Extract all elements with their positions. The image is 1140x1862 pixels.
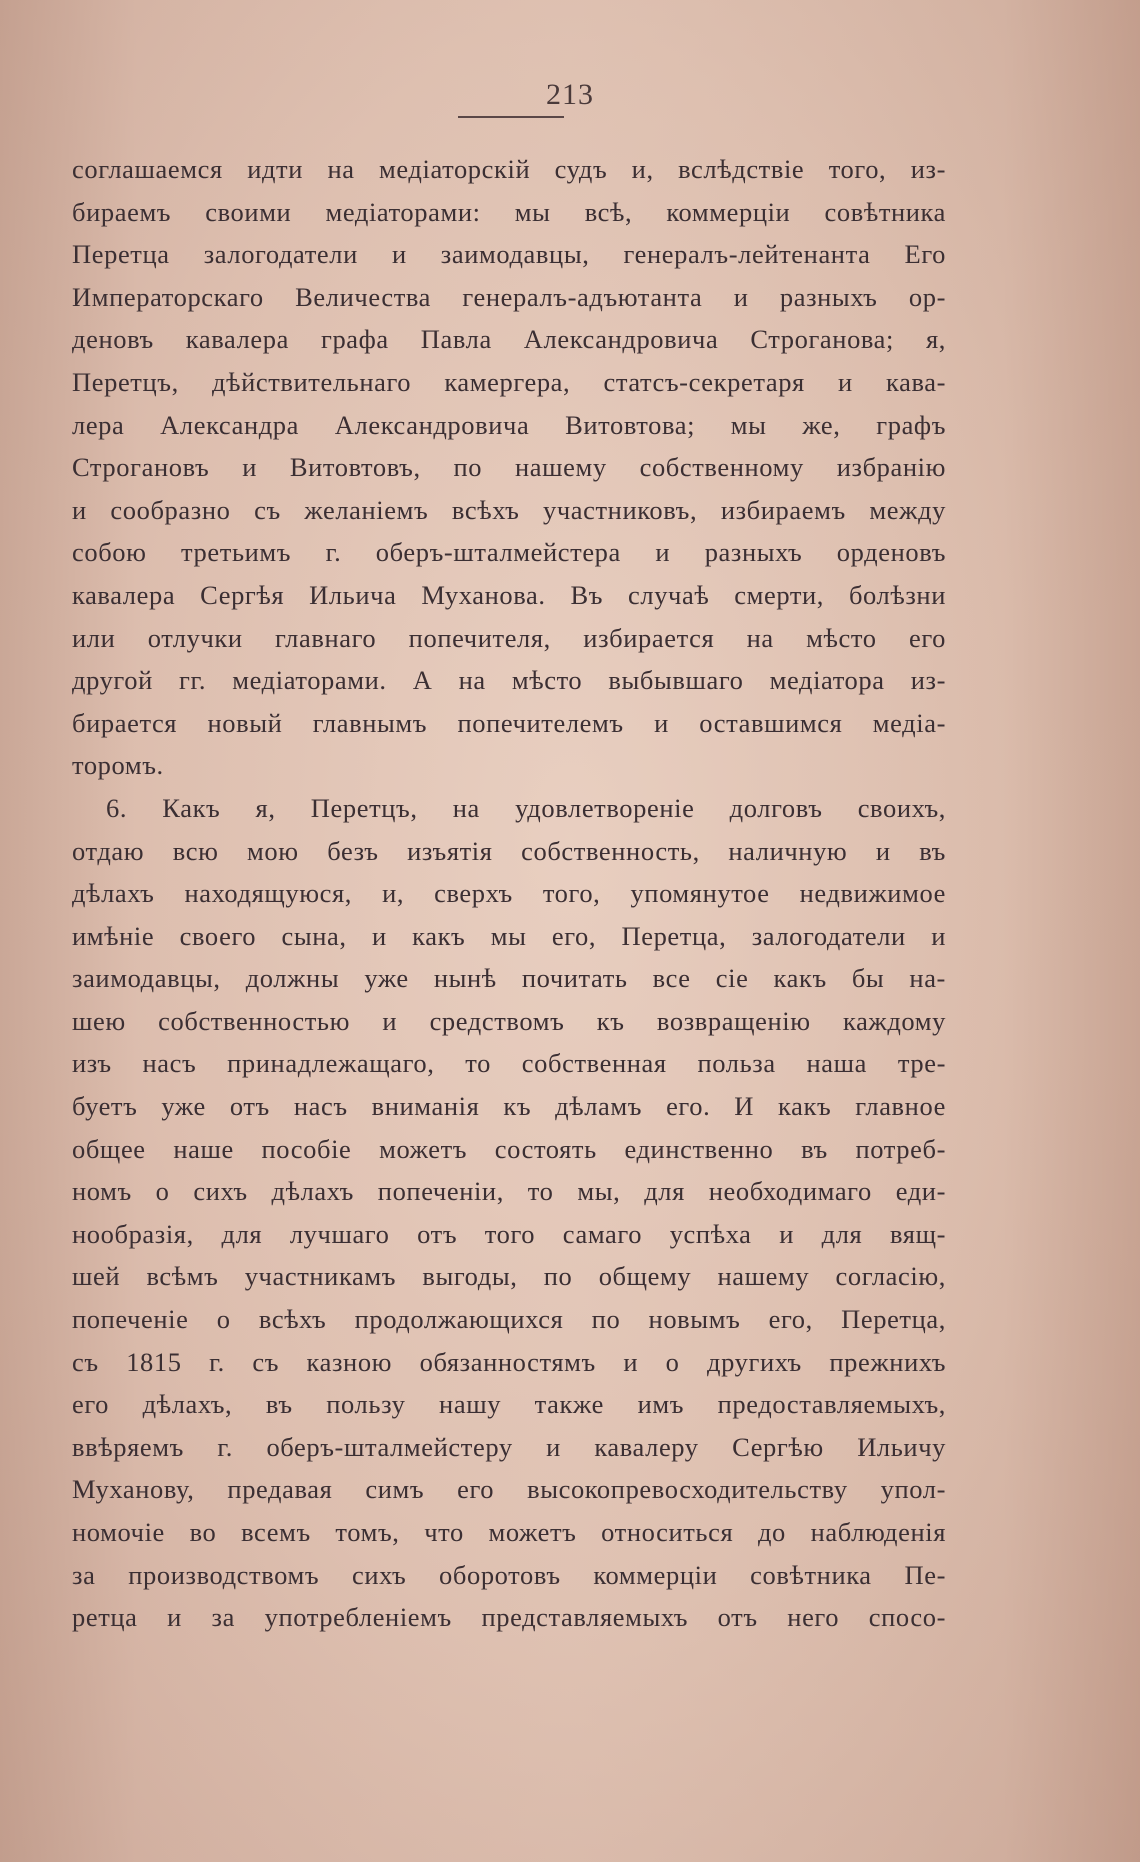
text-line: бирается новый главнымъ попечителемъ и оставшимся медіа- (72, 707, 946, 738)
text-line: кавалера Сергѣя Ильича Муханова. Въ случаѣ смерти, болѣзни (72, 579, 946, 610)
page-number: 213 (546, 78, 594, 111)
text-line: соглашаемся идти на медіаторскій судъ и, вслѣдствіе того, из- (72, 154, 946, 184)
text-line: или отлучки главнаго попечителя, избирается на мѣсто его (72, 622, 946, 653)
text-line: попеченіе о всѣхъ продолжающихся по новымъ его, Перетца, (72, 1304, 946, 1335)
text-line: собою третьимъ г. оберъ-шталмейстера и разныхъ орденовъ (72, 537, 946, 568)
text-line: бираемъ своими медіаторами: мы всѣ, коммерціи совѣтника (72, 196, 946, 227)
text-line: съ 1815 г. съ казною обязанностямъ и о другихъ прежнихъ (72, 1346, 946, 1377)
page-number-rule (458, 116, 564, 118)
text-line: дѣлахъ находящуюся, и, сверхъ того, упомянутое недвижимое (72, 878, 946, 909)
text-line: общее наше пособіе можетъ состоять единственно въ потреб- (72, 1133, 946, 1164)
text-line: изъ насъ принадлежащаго, то собственная польза наша тре- (72, 1048, 946, 1079)
text-line: Перетца залогодатели и заимодавцы, генералъ-лейтенанта Его (72, 239, 946, 270)
text-line: и сообразно съ желаніемъ всѣхъ участниковъ, избираемъ между (72, 494, 946, 525)
text-line: его дѣлахъ, въ пользу нашу также имъ предоставляемыхъ, (72, 1389, 946, 1420)
body-text (72, 148, 946, 1639)
text-line: торомъ. (72, 750, 164, 781)
text-line: другой гг. медіаторами. А на мѣсто выбывшаго медіатора из- (72, 665, 946, 696)
text-line: нообразія, для лучшаго отъ того самаго успѣха и для вящ- (72, 1218, 946, 1249)
text-line: шею собственностью и средствомъ къ возвращенію каждому (72, 1005, 946, 1036)
text-line: за производствомъ сихъ оборотовъ коммерціи совѣтника Пе- (72, 1559, 946, 1590)
text-line: отдаю всю мою безъ изъятія собственность, наличную и въ (72, 835, 946, 866)
text-line: лера Александра Александровича Витовтова; мы же, графъ (72, 409, 946, 440)
text-line: 6. Какъ я, Перетцъ, на удовлетвореніе долговъ своихъ, (106, 792, 946, 823)
text-line: ретца и за употребленіемъ представляемыхъ отъ него спосо- (72, 1602, 946, 1633)
text-line: заимодавцы, должны уже нынѣ почитать все сіе какъ бы на- (72, 963, 946, 994)
text-line: номочіе во всемъ томъ, что можетъ относиться до наблюденія (72, 1517, 946, 1547)
text-line: имѣніе своего сына, и какъ мы его, Перетца, залогодатели и (72, 920, 946, 951)
text-line: Перетцъ, дѣйствительнаго камергера, статсъ-секретаря и кава- (72, 366, 946, 397)
text-line: Строгановъ и Витовтовъ, по нашему собственному избранію (72, 452, 946, 483)
text-line: деновъ кавалера графа Павла Александровича Строганова; я, (72, 324, 946, 355)
text-line: номъ о сихъ дѣлахъ попеченіи, то мы, для необходимаго еди- (72, 1176, 946, 1207)
text-line: ввѣряемъ г. оберъ-шталмейстеру и кавалеру Сергѣю Ильичу (72, 1431, 946, 1462)
text-line: Императорскаго Величества генералъ-адъютанта и разныхъ ор- (72, 281, 946, 312)
text-line: Муханову, предавая симъ его высокопревосходительству упол- (72, 1474, 946, 1505)
text-line: буетъ уже отъ насъ вниманія къ дѣламъ его. И какъ главное (72, 1091, 946, 1122)
text-line: шей всѣмъ участникамъ выгоды, по общему нашему согласію, (72, 1261, 946, 1292)
